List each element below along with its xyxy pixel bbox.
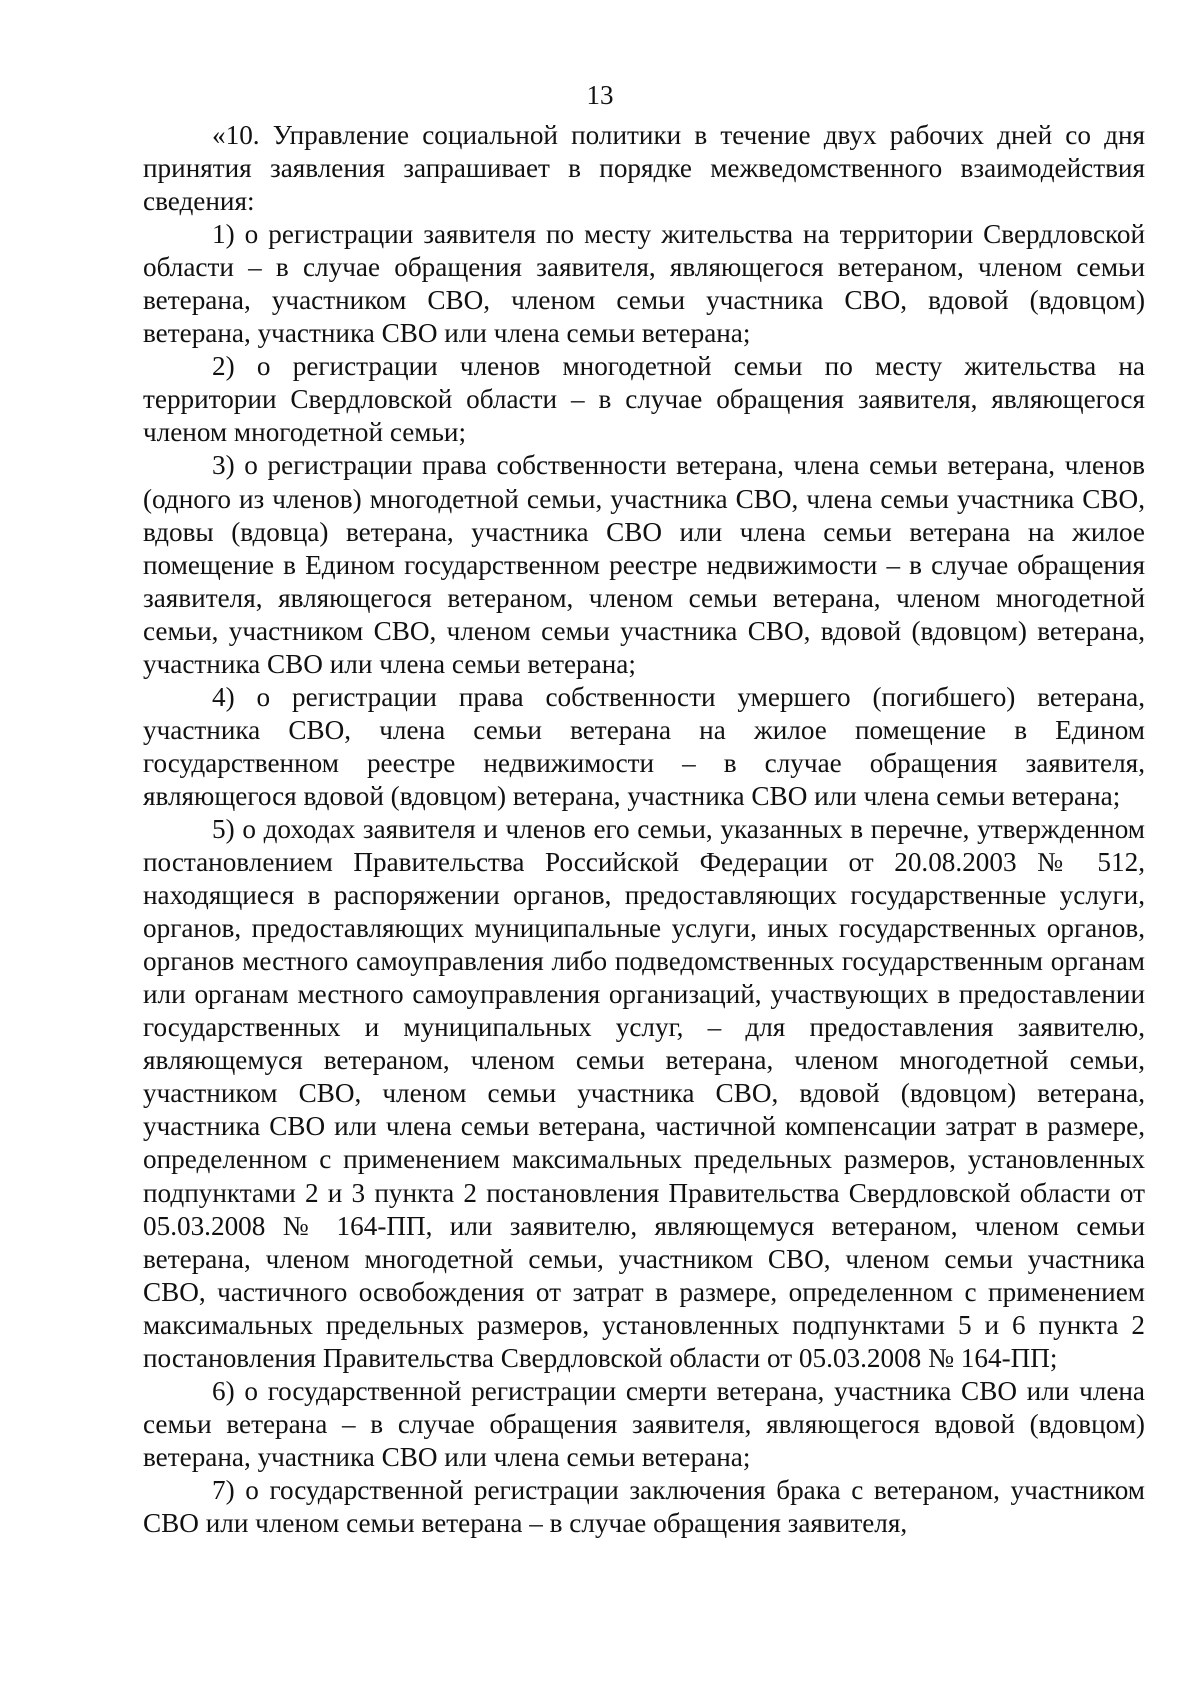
list-item-7: 7) о государственной регистрации заключения брака с ветераном, участником СВО или членом семьи ветерана – в случае обращения заявителя, bbox=[143, 1474, 1145, 1538]
list-item-1: 1) о регистрации заявителя по месту жительства на территории Свердловской области – в случае обращения заявителя, являющегося ветераном, членом семьи ветерана, участником СВО, членом семьи участника СВО, вдовой (вдовцом) ветерана, участника СВО или члена семьи ветерана; bbox=[143, 219, 1145, 349]
page-number: 13 bbox=[586, 80, 614, 110]
list-item-2: 2) о регистрации членов многодетной семьи по месту жительства на территории Свердловской области – в случае обращения заявителя, являющегося членом многодетной семьи; bbox=[143, 351, 1145, 448]
list-item-6: 6) о государственной регистрации смерти ветерана, участника СВО или члена семьи ветерана – в случае обращения заявителя, являющегося вдовой (вдовцом) ветерана, участника СВО или члена семьи ветерана; bbox=[143, 1375, 1145, 1472]
list-item-3: 3) о регистрации права собственности ветерана, члена семьи ветерана, членов (одного из членов) многодетной семьи, участника СВО, члена семьи участника СВО, вдовы (вдовца) ветерана, участника СВО или члена семьи ветерана на жилое помещение в Едином государственном реестре недвижимости – в случае обращения заявителя, являющегося ветераном, членом семьи ветерана, членом многодетной семьи, участником СВО, членом семьи участника СВО, вдовой (вдовцом) ветерана, участника СВО или члена семьи ветерана; bbox=[143, 450, 1145, 679]
intro-paragraph: «10. Управление социальной политики в течение двух рабочих дней со дня принятия заявления запрашивает в порядке межведомственного взаимодействия сведения: bbox=[143, 120, 1145, 217]
document-body bbox=[143, 119, 1145, 1540]
list-item-4: 4) о регистрации права собственности умершего (погибшего) ветерана, участника СВО, члена семьи ветерана на жилое помещение в Едином государственном реестре недвижимости – в случае обращения заявителя, являющегося вдовой (вдовцом) ветерана, участника СВО или члена семьи ветерана; bbox=[143, 681, 1145, 811]
list-item-5: 5) о доходах заявителя и членов его семьи, указанных в перечне, утвержденном постановлением Правительства Российской Федерации от 20.08.2003 № 512, находящиеся в распоряжении органов, предоставляющих государственные услуги, органов, предоставляющих муниципальные услуги, иных государственных органов, органов местного самоуправления либо подведомственных государственным органам или органам местного самоуправления организаций, участвующих в предоставлении государственных и муниципальных услуг, – для предоставления заявителю, являющемуся ветераном, членом семьи ветерана, членом многодетной семьи, участником СВО, членом семьи участника СВО, вдовой (вдовцом) ветерана, участника СВО или члена семьи ветерана, частичной компенсации затрат в размере, определенном с применением максимальных предельных размеров, установленных подпунктами 2 и 3 пункта 2 постановления Правительства Свердловской области от 05.03.2008 № 164-ПП, или заявителю, являющемуся ветераном, членом семьи ветерана, членом многодетной семьи, участником СВО, членом семьи участника СВО, частичного освобождения от затрат в размере, определенном с применением максимальных предельных размеров, установленных подпунктами 5 и 6 пункта 2 постановления Правительства Свердловской области от 05.03.2008 № 164-ПП; bbox=[143, 813, 1145, 1373]
